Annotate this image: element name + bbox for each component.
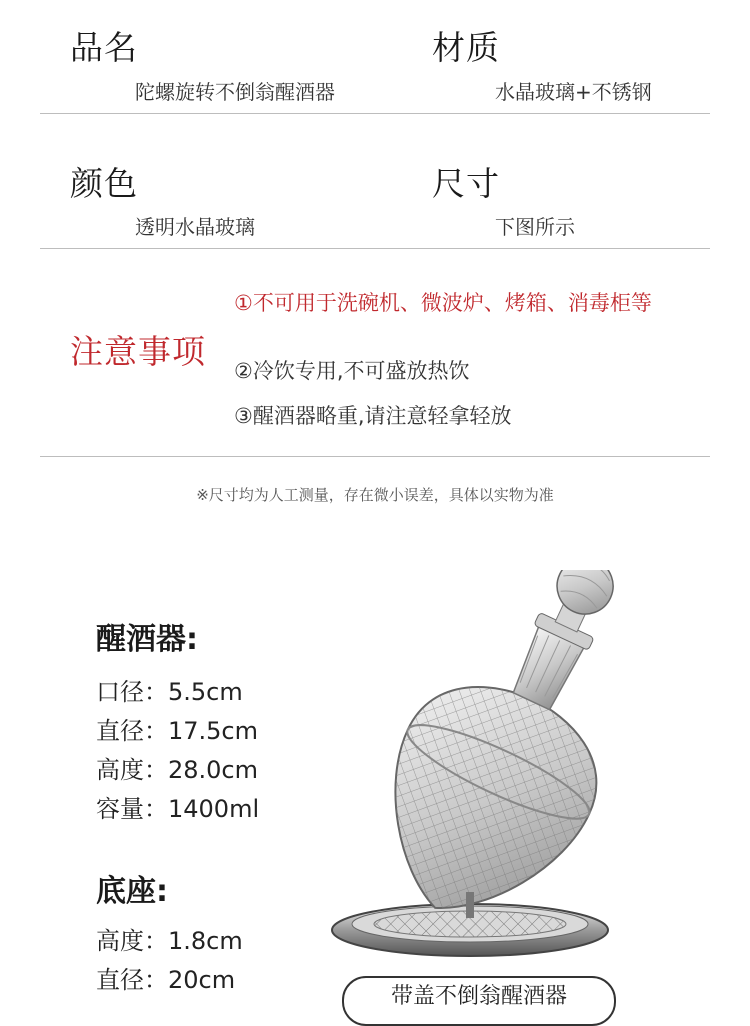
caption-badge: 带盖不倒翁醒酒器 bbox=[342, 976, 616, 1026]
size-label: 尺寸 bbox=[432, 164, 500, 203]
divider bbox=[40, 456, 710, 457]
decanter-spec-mouth: 口径：5.5cm bbox=[96, 678, 243, 706]
notice-item-2: ②冷饮专用,不可盛放热饮 bbox=[234, 359, 470, 383]
notice-title: 注意事项 bbox=[70, 332, 206, 371]
base-title: 底座: bbox=[96, 874, 168, 909]
notice-item-1: ①不可用于洗碗机、微波炉、烤箱、消毒柜等 bbox=[234, 291, 652, 315]
color-value: 透明水晶玻璃 bbox=[135, 215, 255, 239]
footnote: ※尺寸均为人工测量，存在微小误差，具体以实物为准 bbox=[196, 486, 554, 504]
decanter-spec-height: 高度：28.0cm bbox=[96, 756, 259, 784]
divider bbox=[40, 248, 710, 249]
decanter-image bbox=[320, 570, 620, 980]
color-label: 颜色 bbox=[70, 164, 138, 203]
decanter-spec-capacity: 容量：1400ml bbox=[96, 795, 260, 823]
base-spec-diameter: 直径：20cm bbox=[96, 966, 236, 994]
name-label: 品名 bbox=[70, 28, 138, 67]
size-value: 下图所示 bbox=[495, 215, 575, 239]
material-value: 水晶玻璃+不锈钢 bbox=[495, 80, 652, 104]
material-label: 材质 bbox=[432, 28, 500, 67]
decanter-spec-diameter: 直径：17.5cm bbox=[96, 717, 259, 745]
divider bbox=[40, 113, 710, 114]
name-value: 陀螺旋转不倒翁醒酒器 bbox=[135, 80, 335, 104]
base-spec-height: 高度：1.8cm bbox=[96, 927, 243, 955]
notice-item-3: ③醒酒器略重,请注意轻拿轻放 bbox=[234, 404, 512, 428]
decanter-title: 醒酒器: bbox=[96, 622, 198, 657]
